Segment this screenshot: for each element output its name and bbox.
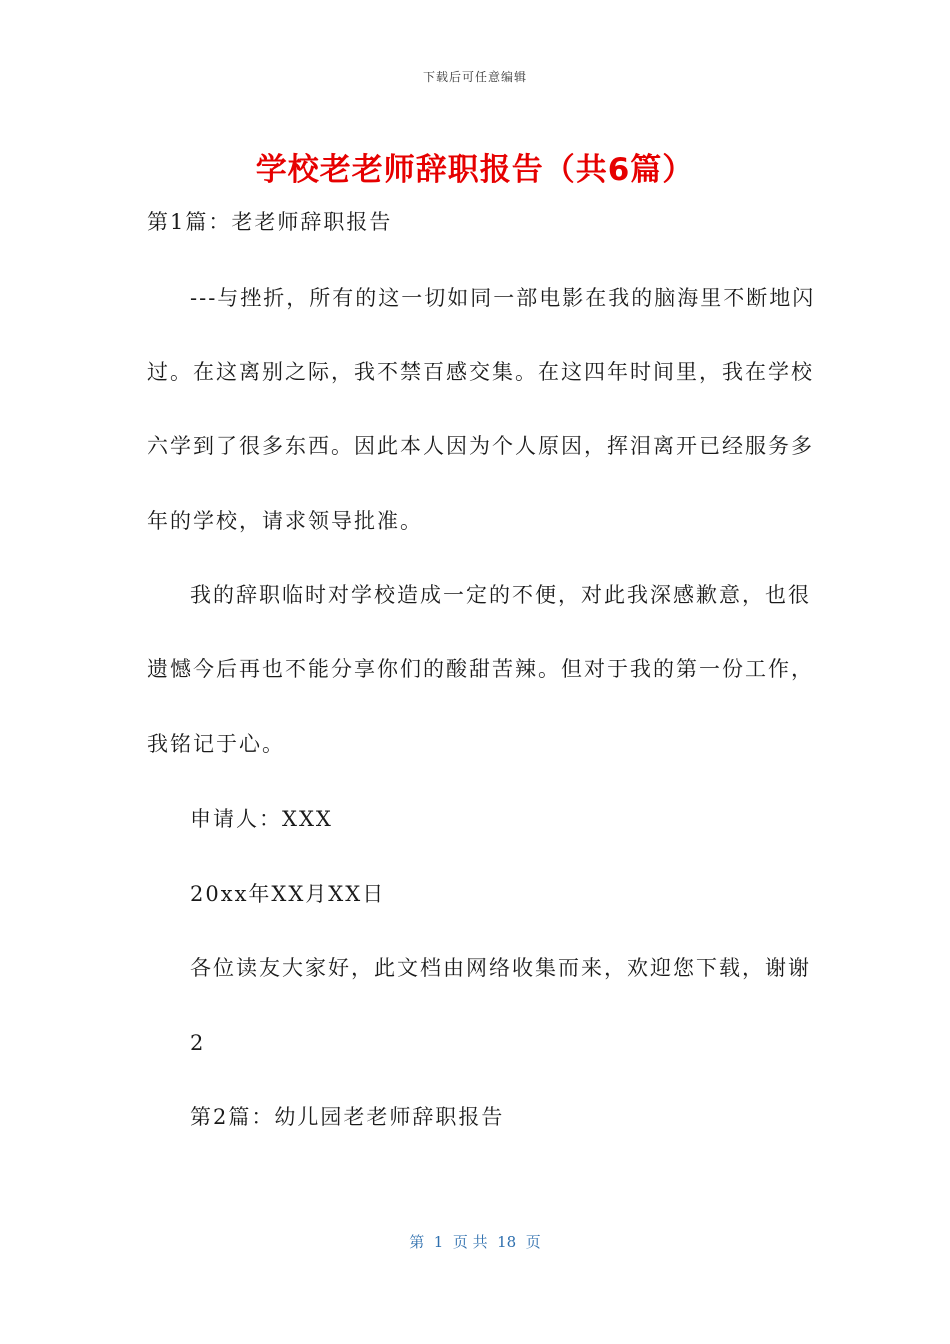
section-heading-2: 第2篇：幼儿园老老师辞职报告 <box>190 1105 505 1129</box>
body-line: 年的学校，请求领导批准。 <box>147 509 423 533</box>
body-line: ---与挫折，所有的这一切如同一部电影在我的脑海里不断地闪 <box>190 286 816 310</box>
date-line: 20xx年XX月XX日 <box>190 882 386 906</box>
header-note: 下载后可任意编辑 <box>422 70 527 84</box>
body-line: 2 <box>190 1031 206 1055</box>
document-title: 学校老老师辞职报告（共6篇） <box>255 152 695 188</box>
applicant-line: 申请人：XXX <box>190 807 333 831</box>
body-line: 各位读友大家好，此文档由网络收集而来，欢迎您下载，谢谢 <box>190 956 811 980</box>
body-line: 遗憾今后再也不能分享你们的酸甜苦辣。但对于我的第一份工作， <box>147 657 814 681</box>
body-line: 我的辞职临时对学校造成一定的不便，对此我深感歉意，也很 <box>190 583 811 607</box>
page-number-footer: 第 1 页 共 18 页 <box>409 1233 541 1251</box>
body-line: 我铭记于心。 <box>147 732 285 756</box>
body-line: 过。在这离别之际，我不禁百感交集。在这四年时间里，我在学校 <box>147 360 814 384</box>
section-heading-1: 第1篇：老老师辞职报告 <box>147 210 393 234</box>
body-line: 六学到了很多东西。因此本人因为个人原因，挥泪离开已经服务多 <box>147 434 814 458</box>
